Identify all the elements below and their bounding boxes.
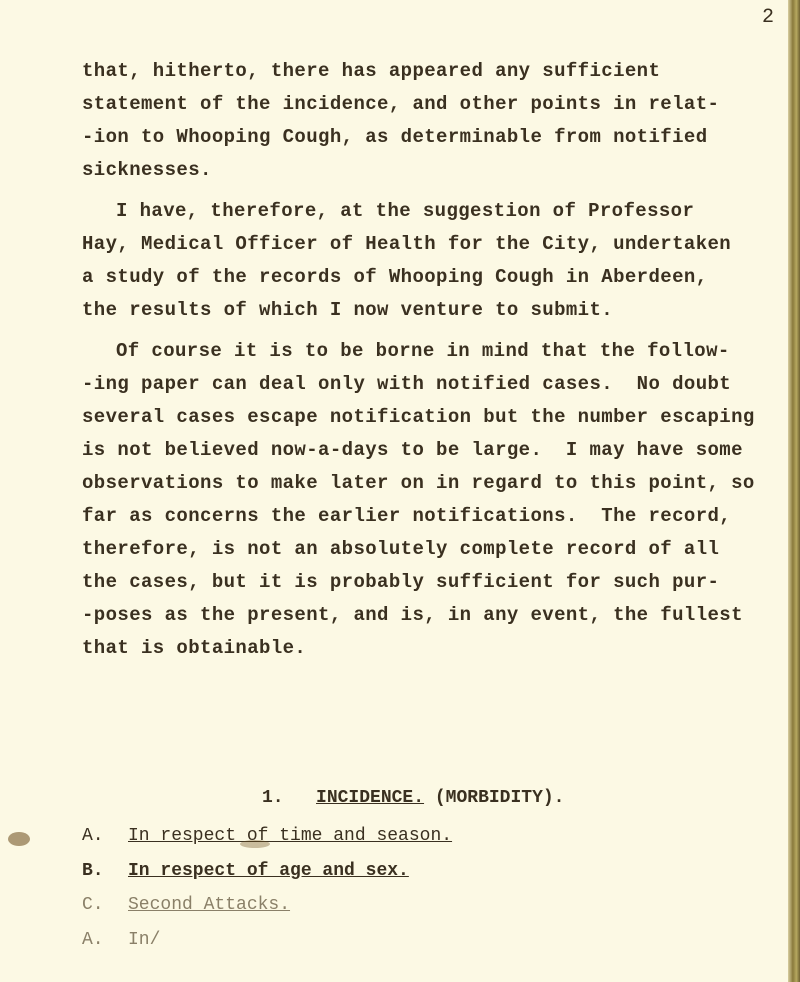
section-number: 1. — [262, 788, 284, 808]
text-line: therefore, is not an absolutely complete record of all — [82, 538, 720, 560]
text-line: the results of which I now venture to submit. — [82, 299, 614, 321]
text-line: observations to make later on in regard to this point, so — [82, 472, 755, 494]
ink-smudge — [8, 832, 30, 846]
item-label: A. — [82, 826, 104, 846]
page-number: 2 — [762, 6, 775, 29]
text-line: that is obtainable. — [82, 637, 307, 659]
text-line: several cases escape notification but the number escaping — [82, 406, 755, 428]
item-text: In respect of time and season. — [128, 826, 453, 846]
ink-smudge — [240, 840, 270, 848]
list-item — [82, 861, 409, 881]
section-subtitle: (MORBIDITY). — [434, 788, 565, 808]
text-line: -ing paper can deal only with notified cases. No doubt — [82, 373, 732, 395]
page-edge — [788, 0, 800, 982]
text-line: I have, therefore, at the suggestion of Professor — [116, 200, 695, 222]
item-text: In/ — [128, 930, 161, 950]
item-label: B. — [82, 861, 104, 881]
text-line: sicknesses. — [82, 159, 212, 181]
text-line: that, hitherto, there has appeared any sufficient — [82, 60, 661, 82]
section-heading — [262, 788, 564, 808]
text-line: far as concerns the earlier notifications. The record, — [82, 505, 732, 527]
text-line: the cases, but it is probably sufficient for such pur- — [82, 571, 720, 593]
list-item — [82, 930, 160, 950]
text-line: Of course it is to be borne in mind that the follow- — [116, 340, 730, 362]
text-line: a study of the records of Whooping Cough in Aberdeen, — [82, 266, 708, 288]
section-title: INCIDENCE. — [316, 788, 425, 808]
item-text: In respect of age and sex. — [128, 861, 409, 881]
text-line: -ion to Whooping Cough, as determinable from notified — [82, 126, 708, 148]
item-text: Second Attacks. — [128, 895, 291, 915]
text-line: statement of the incidence, and other points in relat- — [82, 93, 720, 115]
text-line: Hay, Medical Officer of Health for the City, undertaken — [82, 233, 732, 255]
text-line: -poses as the present, and is, in any event, the fullest — [82, 604, 743, 626]
list-item — [82, 895, 290, 915]
item-label: C. — [82, 895, 104, 915]
item-label: A. — [82, 930, 104, 950]
text-line: is not believed now-a-days to be large. I may have some — [82, 439, 743, 461]
